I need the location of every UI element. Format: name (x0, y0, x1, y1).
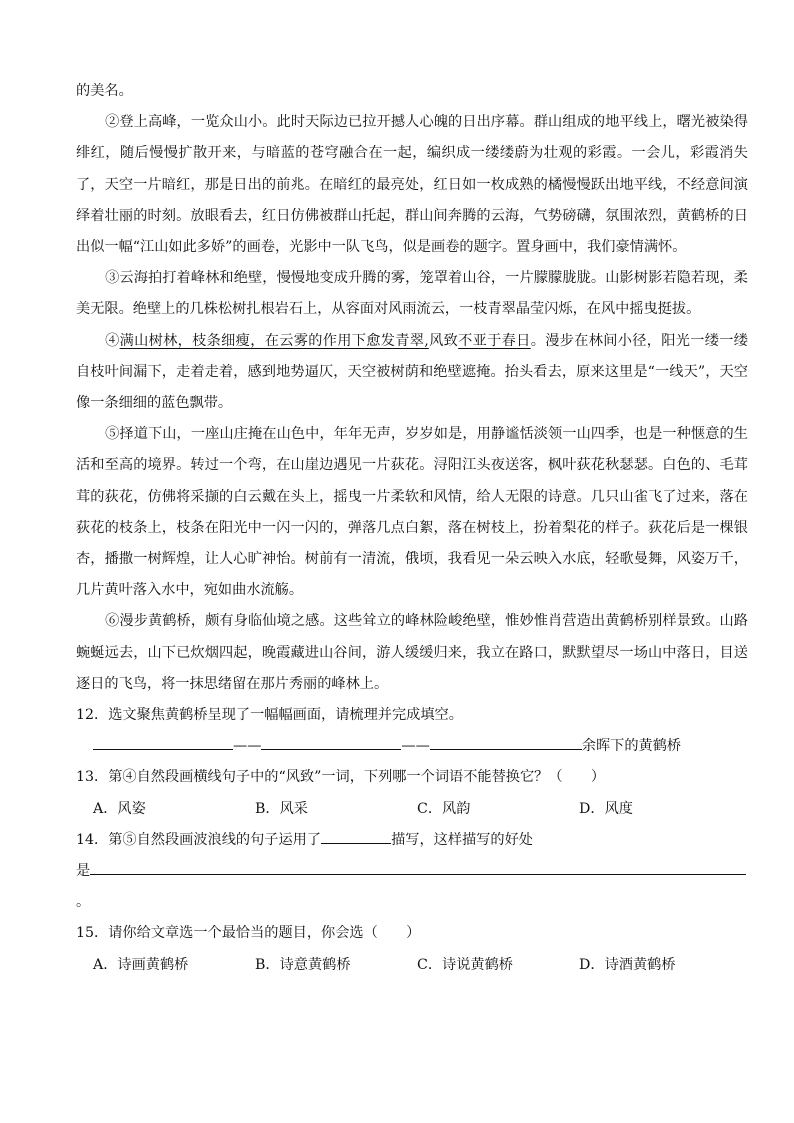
question-15: 15．请你给文章选一个最恰当的题目，你会选（ ） (76, 925, 421, 942)
option-a[interactable]: A．诗画黄鹤桥 (93, 956, 189, 973)
paragraph-text: 登上高峰，一览众山小。此时天际边已拉开撼人心魄的日出序幕。群山组成的地平线上，曙光被染得绯红，随后慢慢扩散开来，与暗蓝的苍穹融合在一起，编织成一缕缕蔚为壮观的彩霞。一会儿，彩霞消失了，天空一片暗红，那是日出的前兆。在暗红的最亮处，红日如一枚成熟的橘慢慢跃出地平线，不经意间演绎着壮丽的时刻。放眼看去，红日仿佛被群山托起，群山间奔腾的云海，气势磅礴，氛围浓烈，黄鹤桥的日出似一幅“江山如此多娇”的画卷，光影中一队飞鸟，似是画卷的题字。置身画中，我们豪情满怀。 (76, 114, 748, 256)
paragraph-2 (76, 107, 748, 263)
answer-line[interactable] (90, 856, 746, 875)
fill-tail: 余晖下的黄鹤桥 (581, 738, 682, 755)
paragraph-continuation: 的美名。 (76, 83, 133, 99)
option-d[interactable]: D．风度 (579, 800, 633, 817)
question-15-options (76, 950, 748, 981)
paragraph-5 (76, 419, 748, 606)
answer-blank[interactable] (321, 825, 391, 844)
question-13-options (76, 794, 748, 825)
paragraph-number: ⑤ (105, 426, 120, 443)
option-a[interactable]: A．风姿 (93, 800, 146, 817)
paragraph-text: 风致 (428, 332, 459, 349)
question-14-stem: 14．第⑤自然段画波浪线的句子运用了 (76, 831, 322, 848)
paragraph-text: 择道下山，一座山庄掩在山色中，年年无声，岁岁如是，用静谧恬淡领一山四季，也是一种惬意的生活和至高的境界。转过一个弯，在山崖边遇见一片荻花。浔阳江头夜送客，枫叶荻花秋瑟瑟。白色的、毛茸茸的荻花，仿佛将采撷的白云戴在头上，摇曳一片柔软和风情，给人无限的诗意。几只山雀飞了过来，落在荻花的枝条上，枝条在阳光中一闪一闪的，弹落几点白絮，落在树枝上，扮着梨花的样子。荻花后是一棵银杏，播撒一树辉煌，让人心旷神怡。树前有一清流，俄顷，我看见一朵云映入水底，轻歌曼舞，风姿万千，几片黄叶落入水中，宛如曲水流觞。 (76, 426, 748, 599)
question-14-answer-line (76, 856, 748, 887)
paragraph-text: 。漫步在林间小径，阳光一缕一缕自枝叶间漏下，走着走着，感到地势逼仄，天空被树荫和绝壁遮掩。抬头看去，原来这里是“一线天”，天空像一条细细的蓝色飘带。 (76, 332, 748, 412)
document-page (76, 76, 748, 981)
question-13: 13．第④自然段画横线句子中的“风致”一词，下列哪一个词语不能替换它？（ ） (76, 769, 606, 786)
question-14-end: 。 (76, 894, 91, 911)
answer-blank[interactable] (430, 731, 582, 750)
dash: —— (401, 738, 430, 755)
paragraph-4 (76, 326, 748, 420)
paragraph-text: 漫步黄鹤桥，颇有身临仙境之感。这些耸立的峰林险峻绝壁，惟妙惟肖营造出黄鹤桥别样景致。山路蜿蜒远去，山下已炊烟四起，晚霞藏进山谷间，游人缓缓归来，我立在路口，默默望尽一场山中落日，目送逐日的飞鸟，将一抹思绪留在那片秀丽的峰林上。 (76, 613, 748, 692)
question-12: 12．选文聚焦黄鹤桥呈现了一幅幅画面，请梳理并完成填空。 (76, 707, 463, 724)
question-12-fill-row (76, 731, 748, 762)
option-d[interactable]: D．诗酒黄鹤桥 (579, 956, 676, 973)
question-14 (76, 825, 748, 856)
answer-blank[interactable] (93, 731, 233, 750)
underlined-sentence: 满山树林，枝条细瘦，在云雾的作用下愈发青翠, (119, 332, 429, 349)
paragraph-number: ③ (105, 270, 120, 287)
option-c[interactable]: C．风韵 (417, 800, 471, 817)
paragraph-number: ⑥ (105, 613, 120, 630)
answer-prefix: 是 (76, 863, 91, 880)
paragraph-text: 云海拍打着峰林和绝壁，慢慢地变成升腾的雾，笼罩着山谷，一片朦朦胧胧。山影树影若隐若现，柔美无限。绝壁上的几株松树扎根岩石上，从容面对风雨流云，一枝青翠晶莹闪烁，在风中摇曳挺拔。 (76, 270, 748, 318)
paragraph-number: ④ (105, 332, 120, 349)
underlined-sentence-end: 不亚于春日 (458, 332, 531, 349)
option-c[interactable]: C．诗说黄鹤桥 (417, 956, 513, 973)
paragraph-number: ② (105, 114, 120, 131)
dash: —— (233, 738, 262, 755)
paragraph-3 (76, 263, 748, 325)
answer-blank[interactable] (261, 731, 401, 750)
option-b[interactable]: B．风采 (255, 800, 308, 817)
option-b[interactable]: B．诗意黄鹤桥 (255, 956, 351, 973)
question-14-stem-cont: 描写，这样描写的好处 (391, 831, 533, 848)
paragraph-6 (76, 606, 748, 700)
